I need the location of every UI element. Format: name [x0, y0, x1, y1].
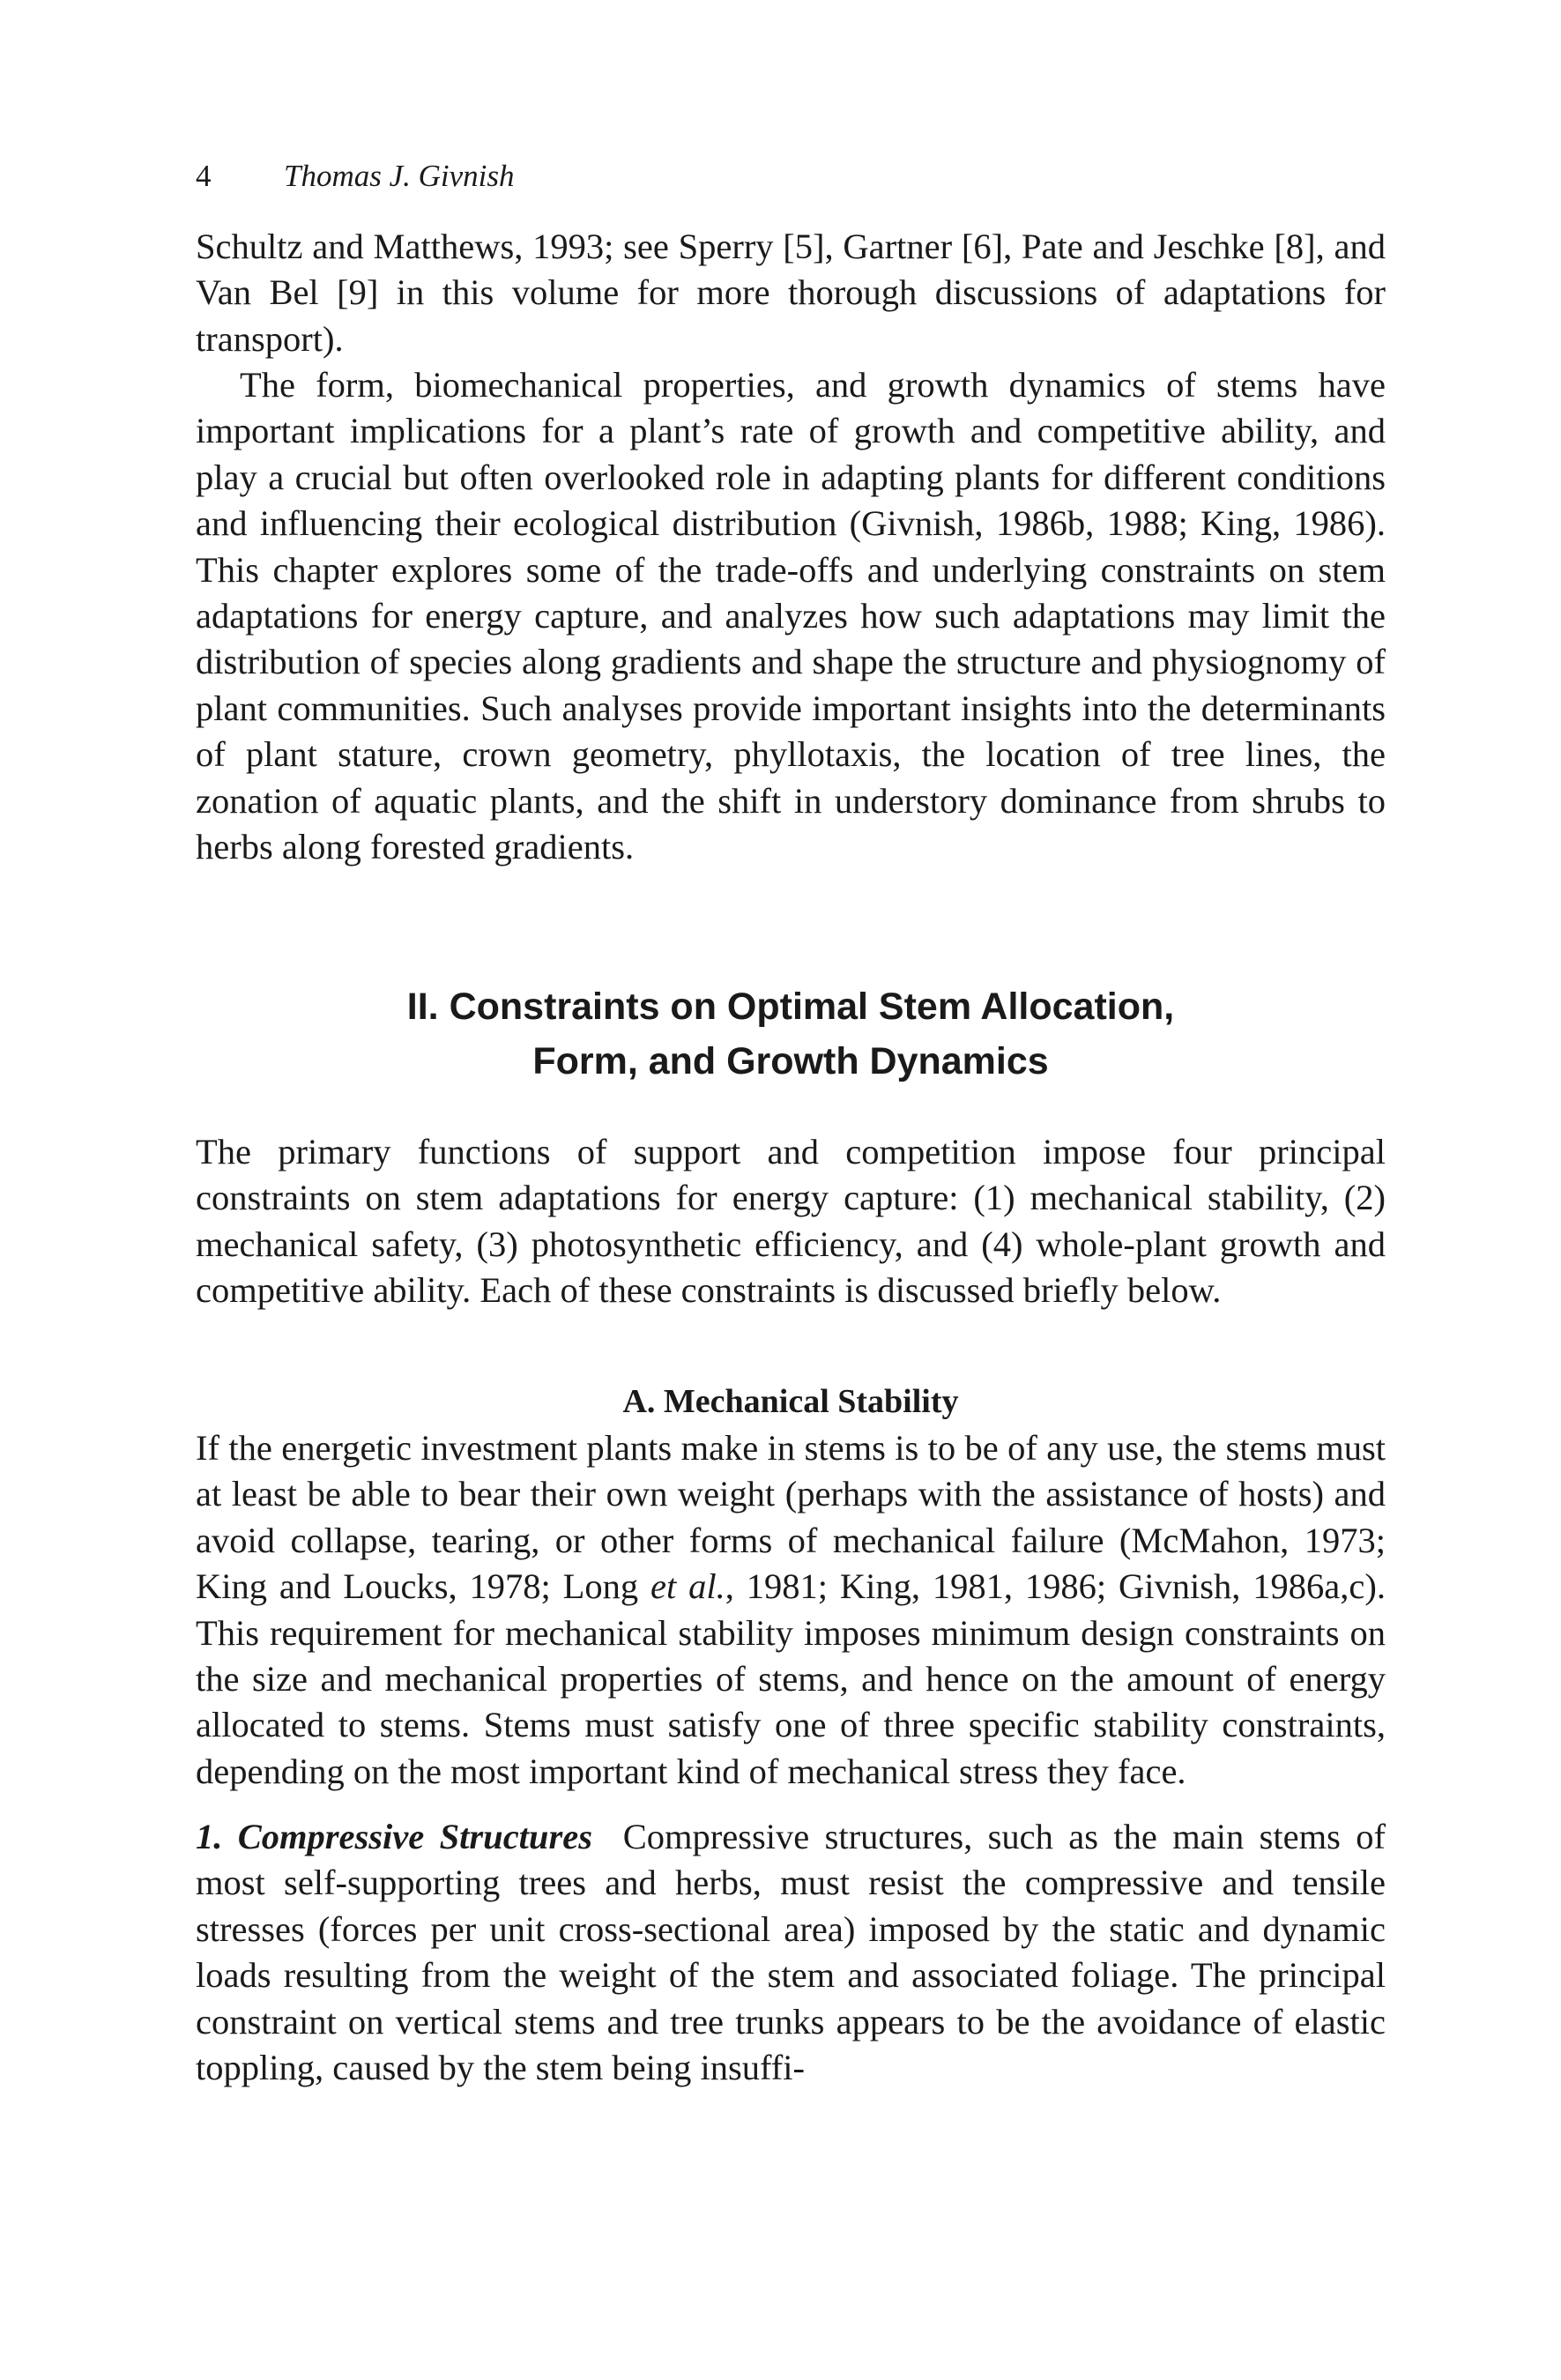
section-heading-line-1: II. Constraints on Optimal Stem Allocation,	[406, 985, 1175, 1028]
paragraph-compressive-structures	[196, 1814, 1386, 2091]
running-head-author: Thomas J. Givnish	[284, 159, 515, 193]
section-heading	[196, 979, 1386, 1089]
paragraph-text: If the energetic investment plants make in stems is to be of any use, the stems must at least be able to bear their own weight (perhaps with the assistance of hosts) and avoid collapse, tearing, or other forms of mechanical failure (McMahon, 1973; King and Loucks, 1978; Long	[196, 1428, 1386, 1607]
paragraph-continuation: Schultz and Matthews, 1993; see Sperry [5], Gartner [6], Pate and Jeschke [8], and Van Bel [9] in this volume for more thorough discussions of adaptations for transport).	[196, 227, 1386, 359]
run-in-heading-compressive-structures: 1. Compressive Structures	[196, 1817, 592, 1856]
paragraph-text: Compressive structures, such as the main stems of most self-supporting trees and herbs, must resist the compressive and tensile stresses (forces per unit cross-sectional area) imposed by the static and dynamic loads resulting from the weight of the stem and associated foliage. The principal constraint on vertical stems and tree trunks appears to be the avoidance of elastic toppling, caused by the stem being insuffi-	[196, 1817, 1386, 2088]
paragraph-introduction: The form, biomechanical properties, and growth dynamics of stems have important implications for a plant’s rate of growth and competitive ability, and play a crucial but often overlooked role in adapting plants for different conditions and influencing their ecological distribution (Givnish, 1986b, 1988; King, 1986). This chapter explores some of the trade-offs and underlying constraints on stem adaptations for energy capture, and analyzes how such adaptations may limit the distribution of species along gradients and shape the structure and physiognomy of plant communities. Such analyses provide important insights into the determinants of plant stature, crown geometry, phyllotaxis, the location of tree lines, the zonation of aquatic plants, and the shift in understory dominance from shrubs to herbs along forested gradients.	[196, 365, 1386, 867]
subsection-heading-mechanical-stability: A. Mechanical Stability	[622, 1383, 959, 1420]
paragraph-text: , 1981; King, 1981, 1986; Givnish, 1986a,c). This requirement for mechanical stability imposes minimum design constraints on the size and mechanical properties of stems, and hence on the amount of energy allocated to stems. Stems must satisfy one of three specific stability constraints, depending on the most important kind of mechanical stress they face.	[196, 1566, 1386, 1791]
paragraph-mechanical-stability	[196, 1425, 1386, 1795]
running-head	[196, 154, 515, 198]
et-al: et al.	[650, 1566, 725, 1607]
page-number: 4	[196, 159, 212, 193]
section-heading-line-2: Form, and Growth Dynamics	[532, 1040, 1049, 1082]
paragraph-constraints: The primary functions of support and competition impose four principal constraints on stem adaptations for energy capture: (1) mechanical stability, (2) mechanical safety, (3) photosynthetic efficiency, and (4) whole-plant growth and competitive ability. Each of these constraints is discussed briefly below.	[196, 1132, 1386, 1311]
